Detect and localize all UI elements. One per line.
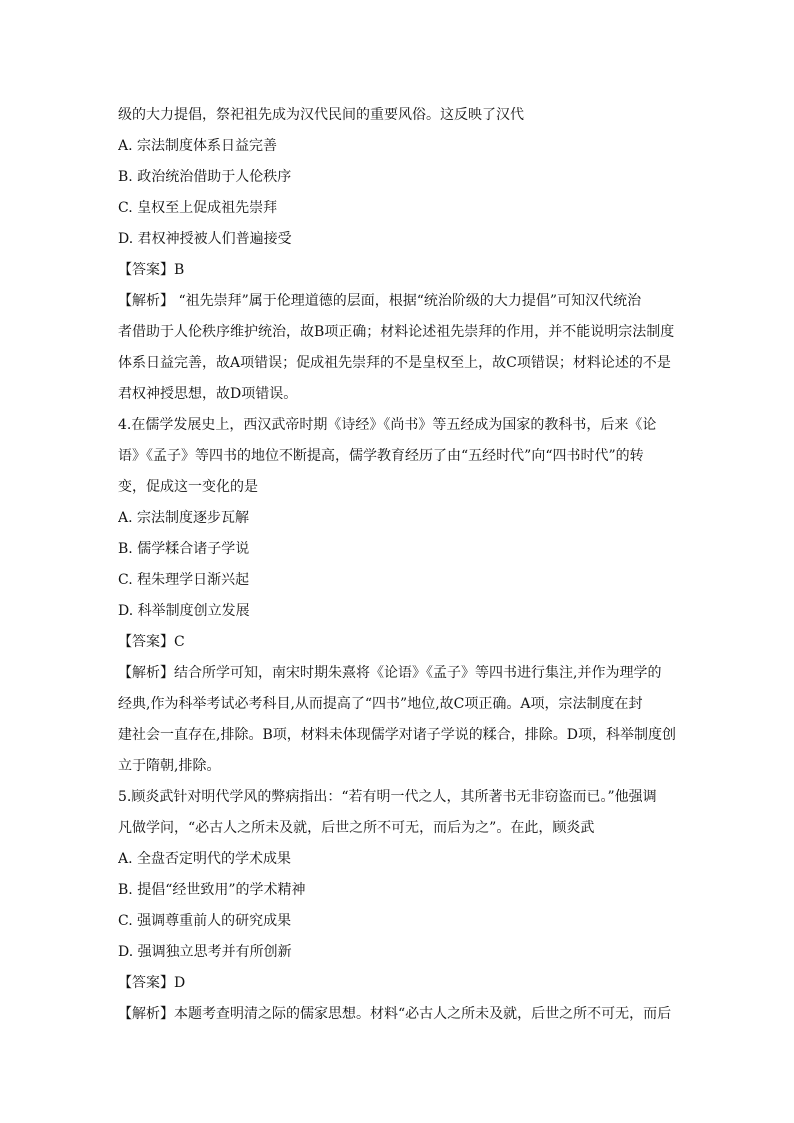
q4-stem-line-1: 4.在儒学发展史上，西汉武帝时期《诗经》《尚书》等五经成为国家的教科书，后来《论 [118, 417, 657, 433]
q4-stem-line-3: 变，促成这一变化的是 [118, 479, 258, 495]
q5-analysis-line-1 [118, 999, 678, 1030]
q4-stem-line-2: 语》《孟子》等四书的地位不断提高，儒学教育经历了由“五经时代”向“四书时代”的转 [118, 448, 644, 464]
analysis-label: 【解析】 [118, 293, 174, 309]
q3-answer [118, 255, 678, 286]
q3-option-d: D. 君权神授被人们普遍接受 [118, 231, 292, 247]
answer-value: D [174, 975, 186, 991]
q4-option-c: C. 程朱理学日渐兴起 [118, 572, 250, 588]
q4-analysis-line-4: 立于隋朝,排除。 [118, 758, 221, 774]
q3-option-b: B. 政治统治借助于人伦秩序 [118, 169, 292, 185]
answer-value: B [174, 262, 185, 278]
answer-value: C [174, 634, 185, 650]
q5-answer [118, 968, 678, 999]
q3-stem-tail: 级的大力提倡，祭祀祖先成为汉代民间的重要风俗。这反映了汉代 [118, 107, 524, 123]
q3-option-a: A. 宗法制度体系日益完善 [118, 138, 278, 154]
q3-option-c: C. 皇权至上促成祖先崇拜 [118, 200, 278, 216]
q5-option-a: A. 全盘否定明代的学术成果 [118, 851, 292, 867]
analysis-text: 本题考查明清之际的儒家思想。材料“必古人之所未及就，后世之所不可无，而后 [174, 1006, 672, 1022]
q4-option-b: B. 儒学糅合诸子学说 [118, 541, 250, 557]
q5-option-b: B. 提倡“经世致用”的学术精神 [118, 882, 306, 898]
answer-label: 【答案】 [118, 262, 174, 278]
analysis-text: “祖先崇拜”属于伦理道德的层面，根据“统治阶级的大力提倡”可知汉代统治 [174, 293, 642, 309]
q4-analysis-line-2: 经典,作为科举考试必考科目,从而提高了“四书”地位,故C项正确。A项，宗法制度在封 [118, 696, 643, 712]
q4-option-d: D. 科举制度创立发展 [118, 603, 250, 619]
answer-label: 【答案】 [118, 975, 174, 991]
q3-analysis-line-2: 者借助于人伦秩序维护统治，故B项正确；材料论述祖先崇拜的作用，并不能说明宗法制度 [118, 324, 675, 340]
q3-analysis-line-1 [118, 286, 678, 317]
q4-answer [118, 627, 678, 658]
q5-stem-line-1: 5.顾炎武针对明代学风的弊病指出：“若有明一代之人，其所著书无非窃盗而已。”他强调 [118, 789, 657, 805]
q5-option-d: D. 强调独立思考并有所创新 [118, 944, 292, 960]
q4-analysis-line-3: 建社会一直存在,排除。B项，材料未体现儒学对诸子学说的糅合，排除。D项，科举制度创 [118, 727, 676, 743]
q5-option-c: C. 强调尊重前人的研究成果 [118, 913, 292, 929]
analysis-text: 结合所学可知，南宋时期朱熹将《论语》《孟子》等四书进行集注,并作为理学的 [174, 665, 662, 681]
analysis-label: 【解析】 [118, 1006, 174, 1022]
q3-analysis-line-4: 君权神授思想，故D项错误。 [118, 386, 298, 402]
document-page [118, 100, 678, 1030]
q3-analysis-line-3: 体系日益完善，故A项错误；促成祖先崇拜的不是皇权至上，故C项错误；材料论述的不是 [118, 355, 671, 371]
analysis-label: 【解析】 [118, 665, 174, 681]
q5-stem-line-2: 凡做学问，“必古人之所未及就，后世之所不可无，而后为之”。在此，顾炎武 [118, 820, 595, 836]
answer-label: 【答案】 [118, 634, 174, 650]
q4-option-a: A. 宗法制度逐步瓦解 [118, 510, 250, 526]
q4-analysis-line-1 [118, 658, 678, 689]
